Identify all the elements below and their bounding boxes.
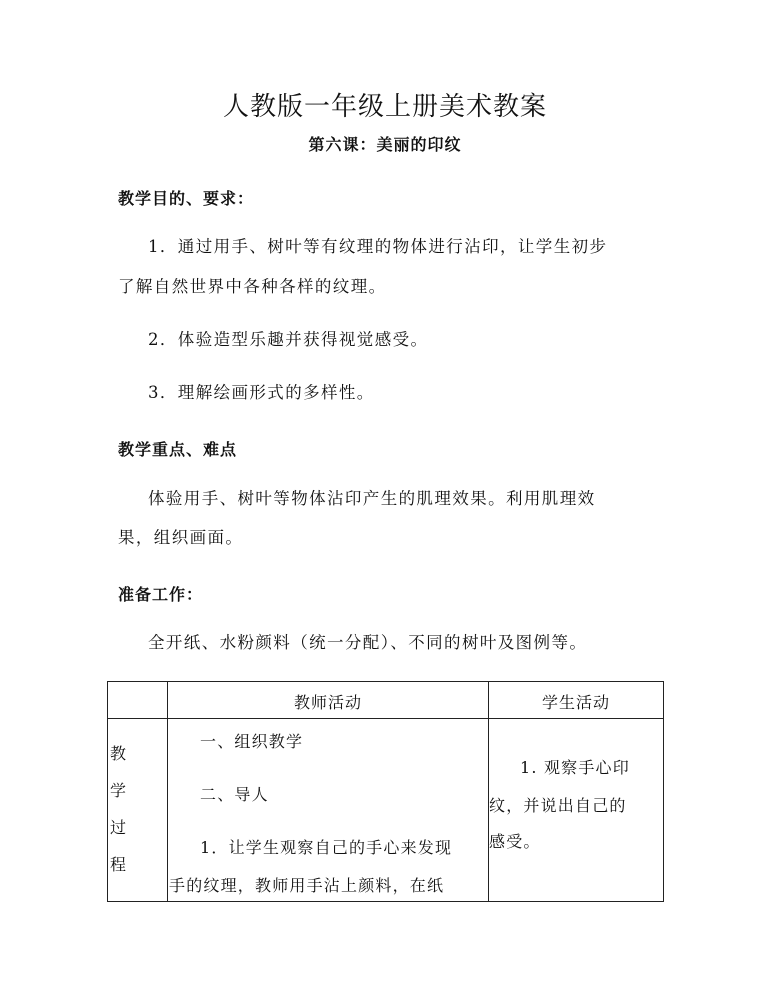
key-points-heading: 教学重点、难点: [118, 440, 238, 459]
teacher-activity-header: 教师活动: [293, 693, 362, 712]
objectives-heading: 教学目的、要求：: [118, 189, 255, 208]
process-label-char: 学: [110, 781, 127, 800]
student-step-1-line1: 1. 观察手心印: [520, 758, 630, 777]
lesson-table: [107, 681, 664, 902]
document-title: 人教版一年级上册美术教案: [222, 92, 547, 122]
table-header-empty: [108, 682, 168, 719]
table-row: [108, 719, 664, 902]
preparation-heading: 准备工作：: [118, 585, 204, 604]
objective-item-2: 2．体验造型乐趣并获得视觉感受。: [148, 330, 429, 349]
preparation-text: 全开纸、水粉颜料（统一分配）、不同的树叶及图例等。: [148, 633, 588, 652]
process-label-char: 程: [110, 855, 127, 874]
process-label-char: 教: [110, 744, 127, 763]
student-activity-header: 学生活动: [541, 693, 610, 712]
teacher-step-3-line1: 1．让学生观察自己的手心来发现: [200, 838, 453, 857]
objective-item-3: 3．理解绘画形式的多样性。: [148, 383, 375, 402]
objective-item-1-line2: 了解自然世界中各种各样的纹理。: [118, 277, 387, 296]
key-points-line2: 果，组织画面。: [118, 528, 244, 547]
key-points-line1: 体验用手、树叶等物体沾印产生的肌理效果。利用肌理效: [148, 489, 596, 508]
lesson-subtitle: 第六课：美丽的印纹: [308, 135, 462, 154]
process-label-char: 过: [110, 818, 127, 837]
process-label-cell: [108, 719, 168, 902]
student-step-1-line3: 感受。: [489, 832, 541, 851]
teacher-activity-cell: [168, 719, 489, 902]
teacher-step-2: 二、导人: [200, 785, 269, 804]
table-header-row: [108, 682, 664, 719]
teacher-step-1: 一、组织教学: [200, 732, 304, 751]
table-header-teacher: [168, 682, 489, 719]
student-step-1-line2: 纹，并说出自己的: [489, 796, 627, 815]
table-header-student: [489, 682, 664, 719]
objective-item-1-line1: 1．通过用手、树叶等有纹理的物体进行沾印，让学生初步: [148, 237, 608, 256]
teacher-step-3-line2: 手的纹理，教师用手沾上颜料，在纸: [169, 876, 445, 895]
student-activity-cell: [489, 719, 664, 902]
